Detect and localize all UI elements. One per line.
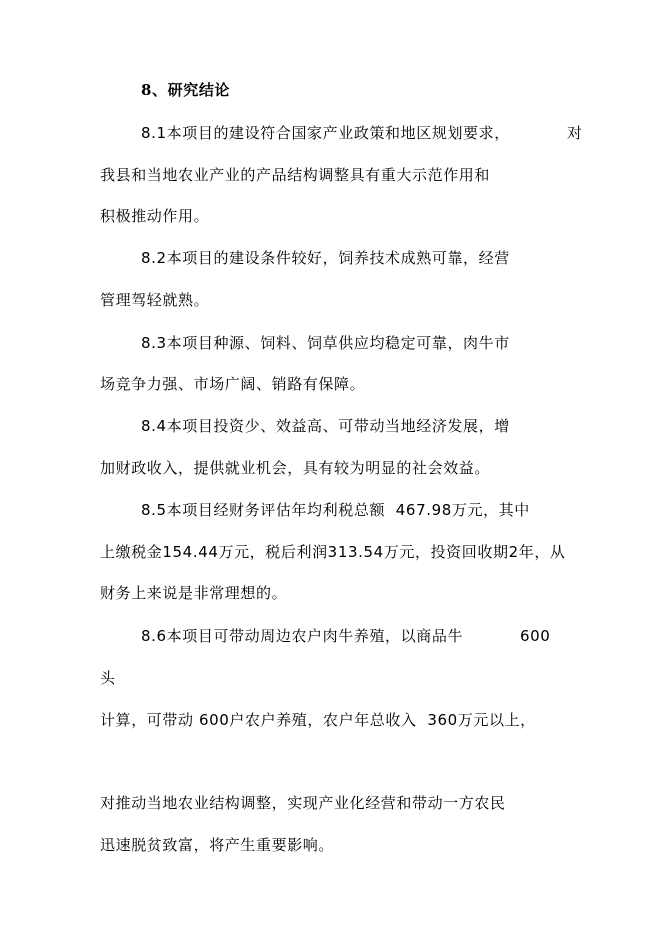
paragraph-8-1-line-3: 积极推动作用。	[100, 207, 210, 225]
paragraph-8-1-line-1: 8.1本项目的建设符合国家产业政策和地区规划要求，	[141, 124, 510, 142]
paragraph-8-6-line-5: 迅速脱贫致富，将产生重要影响。	[100, 836, 335, 854]
paragraph-8-6-line-1-tail: 600	[520, 627, 551, 645]
paragraph-8-4-line-2: 加财政收入，提供就业机会，具有较为明显的社会效益。	[100, 459, 491, 477]
paragraph-8-2-line-2: 管理驾轻就熟。	[100, 291, 210, 309]
paragraph-8-6-line-3: 计算，可带动 600户农户养殖，农户年总收入 360万元以上，	[100, 711, 536, 729]
paragraph-8-1-line-2: 我县和当地农业产业的产品结构调整具有重大示范作用和	[100, 166, 491, 184]
paragraph-8-5-line-1: 8.5本项目经财务评估年均利税总额 467.98万元，其中	[141, 501, 530, 519]
paragraph-8-4-line-1: 8.4本项目投资少、效益高、可带动当地经济发展，增	[141, 417, 510, 435]
paragraph-8-1-line-1-tail: 对	[567, 124, 583, 142]
paragraph-8-2-line-1: 8.2本项目的建设条件较好，饲养技术成熟可靠，经营	[141, 249, 510, 267]
paragraph-8-3-line-1: 8.3本项目种源、饲料、饲草供应均稳定可靠，肉牛市	[141, 334, 510, 352]
paragraph-8-6-line-2: 头	[100, 669, 116, 687]
paragraph-8-5-line-3: 财务上来说是非常理想的。	[100, 584, 288, 602]
paragraph-8-6-line-1: 8.6本项目可带动周边农户肉牛养殖，以商品牛	[141, 627, 464, 645]
paragraph-8-5-line-2: 上缴税金154.44万元，税后利润313.54万元，投资回收期2年，从	[100, 543, 566, 561]
section-heading: 8、研究结论	[141, 81, 231, 99]
paragraph-8-3-line-2: 场竞争力强、市场广阔、销路有保障。	[100, 375, 366, 393]
paragraph-8-6-line-4: 对推动当地农业结构调整，实现产业化经营和带动一方农民	[100, 794, 506, 812]
